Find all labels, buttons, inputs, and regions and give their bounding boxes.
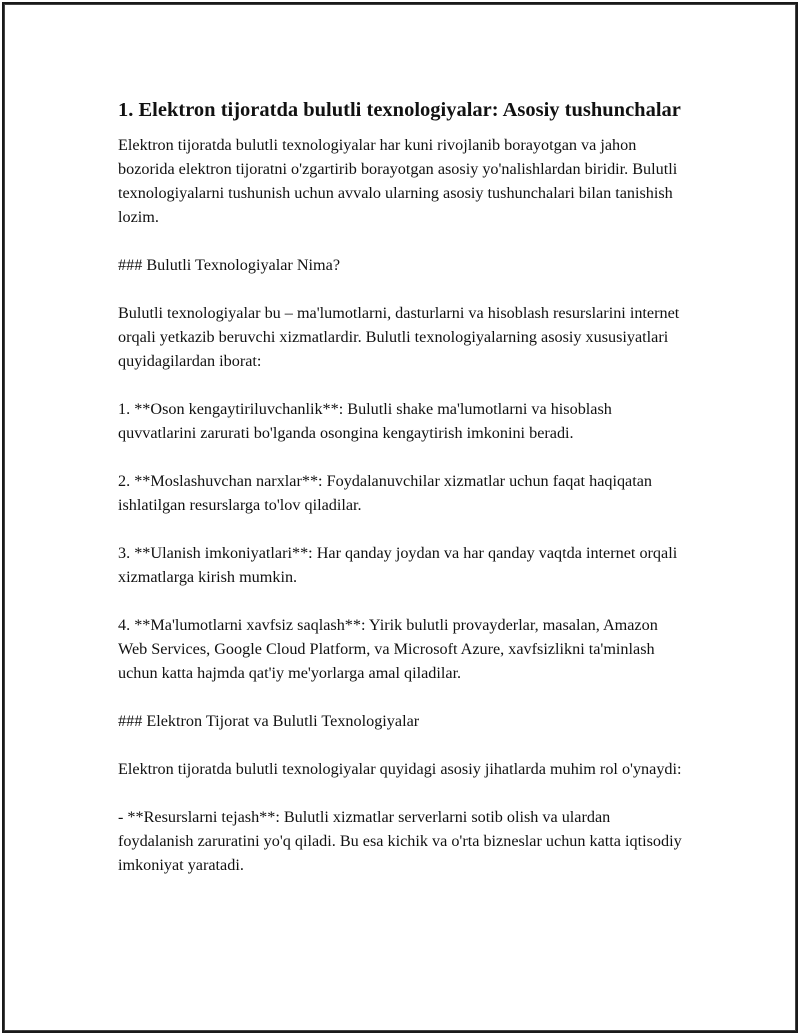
subheading-ecommerce-cloud: ### Elektron Tijorat va Bulutli Texnologiyalar (118, 712, 420, 730)
subheading-what-is-cloud: ### Bulutli Texnologiyalar Nima? (118, 256, 341, 274)
list-item-connectivity: 3. **Ulanish imkoniyatlari**: Har qanday joydan va har qanday vaqtda internet orqali xizmatlarga kirish mumkin. (118, 544, 678, 586)
list-item-scalability: 1. **Oson kengaytiriluvchanlik**: Bulutli shake ma'lumotlarni va hisoblash quvvatlarini zarurati bo'lganda osongina kengaytirish imkonini beradi. (118, 400, 612, 442)
list-item-secure-storage: 4. **Ma'lumotlarni xavfsiz saqlash**: Yirik bulutli provayderlar, masalan, Amazon Web Services, Google Cloud Platform, va Microsoft Azure, xavfsizlikni ta'minlash uchun katta hajmda qat'iy me'yorlarga amal qiladilar. (118, 616, 658, 682)
definition-paragraph: Bulutli texnologiyalar bu – ma'lumotlarni, dasturlarni va hisoblash resurslarini internet orqali yetkazib beruvchi xizmatlardir. Bulutli texnologiyalarning asosiy xususiyatlari quyidagilardan iborat: (118, 304, 680, 370)
list-item-flexible-pricing: 2. **Moslashuvchan narxlar**: Foydalanuvchilar xizmatlar uchun faqat haqiqatan ishlatilgan resurslarga to'lov qiladilar. (118, 472, 653, 514)
bullet-resource-saving: - **Resurslarni tejash**: Bulutli xizmatlar serverlarni sotib olish va ulardan foydalanish zaruratini yo'q qiladi. Bu esa kichik va o'rta bizneslar uchun katta iqtisodiy imkoniyat yaratadi. (118, 808, 682, 874)
intro-paragraph: Elektron tijoratda bulutli texnologiyalar har kuni rivojlanib borayotgan va jahon bozorida elektron tijoratni o'zgartirib borayotgan asosiy yo'nalishlardan biridir. Bulutli texnologiyalarni tushunish uchun avvalo ularning asosiy tushunchalari bilan tanishish lozim. (118, 136, 678, 226)
role-paragraph: Elektron tijoratda bulutli texnologiyalar quyidagi asosiy jihatlarda muhim rol o'ynaydi: (118, 760, 682, 778)
document-body (118, 96, 683, 877)
section-title: 1. Elektron tijoratda bulutli texnologiyalar: Asosiy tushunchalar (118, 99, 681, 121)
